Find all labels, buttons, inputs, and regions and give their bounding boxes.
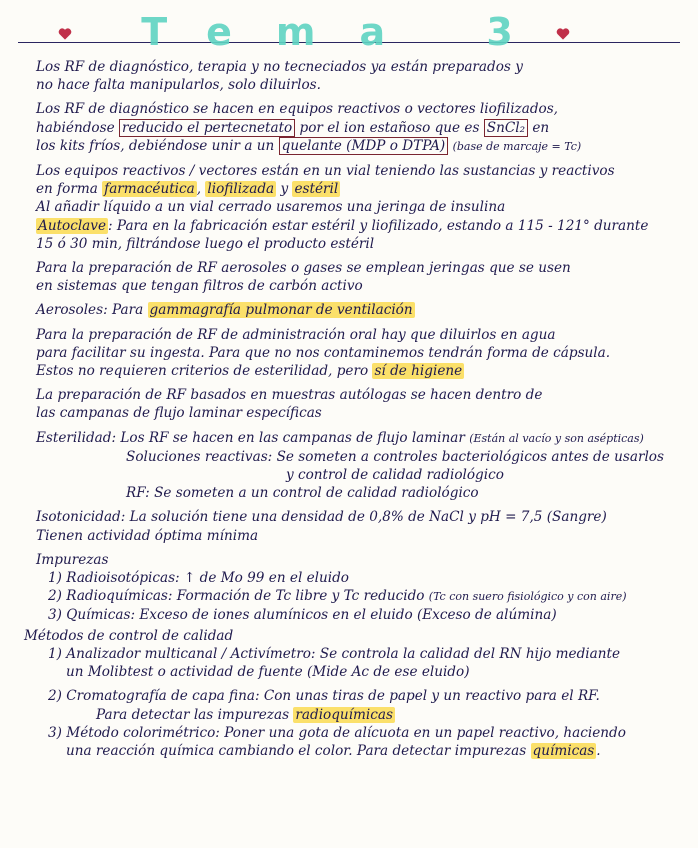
list-item: 2) Cromatografía de capa fina: Con unas tiras de papel y un reactivo para el RF. [48, 688, 600, 705]
text-line: Para la preparación de RF de administración oral hay que diluirlos en agua [36, 326, 556, 343]
text-line: Los RF de diagnóstico, terapia y no tecneciados ya están preparados y [36, 59, 523, 75]
title-header [0, 8, 698, 54]
section-heading: Impurezas [36, 551, 109, 568]
text-line: Al añadir líquido a un vial cerrado usaremos una jeringa de insulina [36, 199, 506, 216]
text-line: Los RF de diagnóstico se hacen en equipos reactivos o vectores liofilizados, [36, 101, 559, 118]
list-item: 2) Radioquímicas: Formación de Tc libre y Tc reducido (Tc con suero fisiológico y con aire) [48, 588, 627, 605]
highlight: farmacéutica [104, 181, 195, 198]
highlight: liofilizada [207, 181, 275, 198]
paragraph-sterility [36, 429, 684, 503]
boxed-term: reducido el pertecnetato [119, 119, 295, 137]
text-line: las campanas de flujo laminar específicas [36, 405, 322, 422]
text-line: Tienen actividad óptima mínima [36, 527, 259, 544]
text-line: La preparación de RF basados en muestras autólogas se hacen dentro de [36, 387, 543, 404]
text-line: para facilitar su ingesta. Para que no nos contaminemos tendrán forma de cápsula. [36, 344, 611, 361]
paragraph-autologous [36, 386, 684, 422]
list-item: una reacción química cambiando el color. Para detectar impurezas químicas . [66, 742, 601, 759]
text-line: Estos no requieren criterios de esterilidad, pero sí de higiene [36, 363, 463, 380]
paragraph-vials [36, 162, 684, 253]
paragraph-rf-prepared [36, 58, 684, 94]
text-line: en sistemas que tengan filtros de carbón activo [36, 278, 363, 295]
paragraph-kits [36, 100, 684, 156]
text-line: Soluciones reactivas: Se someten a controles bacteriológicos antes de usarlos [126, 448, 664, 465]
notes-body [24, 58, 684, 760]
boxed-term: SnCl₂ [484, 119, 528, 137]
highlight: radioquímicas [295, 706, 393, 723]
text-line: y control de calidad radiológico [286, 467, 504, 484]
boxed-term: quelante (MDP o DTPA) [279, 137, 449, 155]
text-line: los kits fríos, debiéndose unir a un quelante (MDP o DTPA) (base de marcaje = Tc) [36, 137, 582, 154]
list-item: 1) Analizador multicanal / Activímetro: Se controla la calidad del RN hijo mediante [48, 645, 621, 662]
text-line: 15 ó 30 min, filtrándose luego el producto estéril [36, 235, 375, 252]
list-item: 1) Radioisotópicas: ↑ de Mo 99 en el eluido [48, 570, 349, 587]
highlight: gammagrafía pulmonar de ventilación [149, 302, 413, 319]
text-line: no hace falta manipularlos, solo diluirlos. [36, 77, 321, 94]
text-line: Esterilidad: Los RF se hacen en las campanas de flujo laminar (Están al vacío y son asépticas) [36, 429, 644, 446]
text-line: Autoclave : Para en la fabricación estar estéril y liofilizado, estando a 115 - 121° durante [38, 217, 649, 234]
paragraph-aerosols [36, 259, 684, 320]
section-impurities [36, 551, 684, 625]
section-quality-methods [24, 627, 684, 760]
list-item: 3) Método colorimétrico: Poner una gota de alícuota en un papel reactivo, haciendo [48, 724, 626, 741]
highlight: químicas [532, 742, 595, 759]
text-line: RF: Se someten a un control de calidad radiológico [126, 485, 479, 502]
text-line: Aerosoles: Para gammagrafía pulmonar de ventilación [36, 302, 413, 319]
paragraph-isotonicity [36, 508, 684, 544]
highlight: sí de higiene [374, 363, 463, 380]
text-line: Isotonicidad: La solución tiene una densidad de 0,8% de NaCl y pH = 7,5 (Sangre) [36, 509, 607, 526]
section-heading: Métodos de control de calidad [24, 627, 234, 644]
list-item: Para detectar las impurezas radioquímicas [96, 706, 393, 723]
paragraph-oral [36, 326, 684, 381]
text-line: Los equipos reactivos / vectores están en un vial teniendo las sustancias y reactivos [36, 163, 615, 180]
text-line: en forma farmacéutica , liofilizada y estéril [36, 181, 339, 198]
page-title: Tema 3 [141, 10, 557, 54]
list-item: 3) Químicas: Exceso de iones alumínicos en el eluido (Exceso de alúmina) [48, 607, 557, 624]
highlight: Autoclave [38, 217, 107, 234]
list-item: un Molibtest o actividad de fuente (Mide Ac de ese eluido) [66, 664, 470, 681]
highlight: estéril [294, 181, 339, 198]
text-line: Para la preparación de RF aerosoles o gases se emplean jeringas que se usen [36, 260, 571, 277]
text-line: habiéndose reducido el pertecnetato por el ion estañoso que es SnCl₂ en [36, 119, 550, 136]
